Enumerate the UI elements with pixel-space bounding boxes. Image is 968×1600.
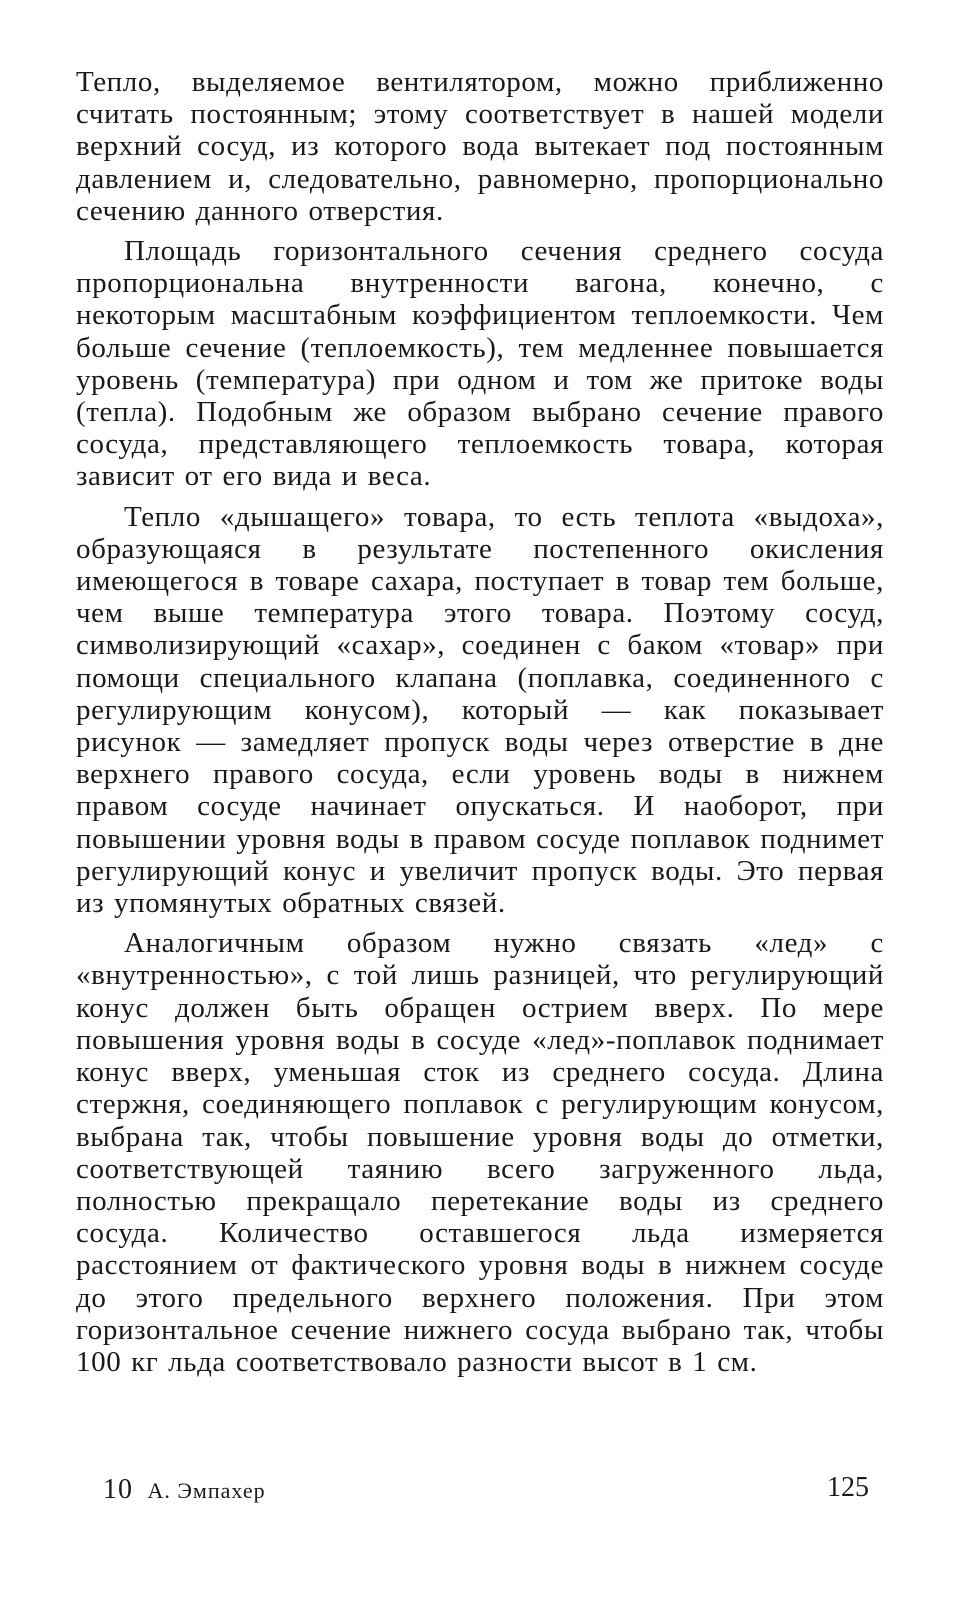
page-text-block: [76, 66, 884, 1378]
signature-text: А. Эмпахер: [147, 1478, 266, 1503]
paragraph-breathing-goods: Тепло «дышащего» товара, то есть теплота «выдоха», образующаяся в результате постепенного окисления имеющегося в товаре сахара, поступает в товар тем больше, чем выше температура этого товара. Поэтому сосуд, символизирующий «сахар», соединен с баком «товар» при помощи специального клапана (поплавка, соединенного с регулирующим конусом), который — как показывает рисунок — замедляет пропуск воды через отверстие в дне верхнего правого сосуда, если уровень воды в нижнем правом сосуде начинает опускаться. И наоборот, при повышении уровня воды в правом сосуде поплавок поднимет регулирующий конус и увеличит пропуск воды. Это первая из упомянутых обратных связей.: [76, 500, 884, 920]
page-number: 125: [827, 1472, 869, 1503]
printer-signature: [103, 1474, 266, 1506]
page-footer: [103, 1474, 869, 1514]
paragraph-fan-heat: Тепло, выделяемое вентилятором, можно приближенно считать постоянным; этому соответствует в нашей модели верхний сосуд, из которого вода вытекает под постоянным давлением и, следовательно, равномерно, пропорционально сечению данного отверстия.: [76, 66, 884, 227]
signature-number: 10: [103, 1474, 133, 1505]
paragraph-ice-coupling: Аналогичным образом нужно связать «лед» с «внутренностью», с той лишь разницей, что регулирующий конус должен быть обращен острием вверх. По мере повышения уровня воды в сосуде «лед»-поплавок поднимает конус вверх, уменьшая сток из среднего сосуда. Длина стержня, соединяющего поплавок с регулирующим конусом, выбрана так, чтобы повышение уровня воды до отметки, соответствующей таянию всего загруженного льда, полностью прекращало перетекание воды из среднего сосуда. Количество оставшегося льда измеряется расстоянием от фактического уровня воды в нижнем сосуде до этого предельного верхнего положения. При этом горизонтальное сечение нижнего сосуда выбрано так, чтобы 100 кг льда соответствовало разности высот в 1 см.: [76, 927, 884, 1378]
paragraph-middle-vessel: Площадь горизонтального сечения среднего сосуда пропорциональна внутренности вагона, конечно, с некоторым масштабным коэффициентом теплоемкости. Чем больше сечение (теплоемкость), тем медленнее повышается уровень (температура) при одном и том же притоке воды (тепла). Подобным же образом выбрано сечение правого сосуда, представляющего теплоемкость товара, которая зависит от его вида и веса.: [76, 235, 884, 493]
